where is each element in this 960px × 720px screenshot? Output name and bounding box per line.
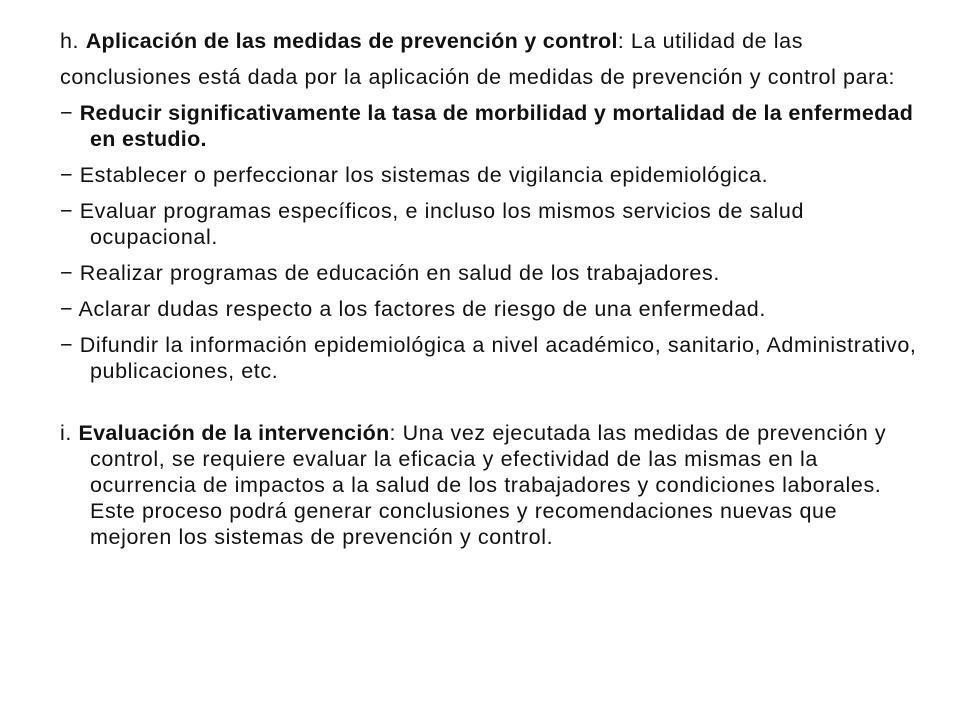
list-item-1-text: Reducir significativamente la tasa de morbilidad y mortalidad de la enfermedad en estudio. xyxy=(79,101,914,151)
section-i-heading: Evaluación de la intervención xyxy=(78,421,390,445)
section-h-intro-rest: : La utilidad de las xyxy=(617,29,804,53)
dash-marker: − xyxy=(60,163,80,187)
list-item-2 xyxy=(60,162,920,188)
section-i-paragraph xyxy=(60,420,920,550)
list-item-3-text: Evaluar programas específicos, e incluso los mismos servicios de salud ocupacional. xyxy=(79,199,805,249)
list-item-1 xyxy=(60,100,920,152)
dash-marker: − xyxy=(60,261,80,285)
dash-marker: − xyxy=(60,199,80,223)
dash-marker: − xyxy=(60,333,80,357)
section-i-body: : Una vez ejecutada las medidas de prevención y control, se requiere evaluar la eficacia y efectividad de las mismas en la ocurrencia de impactos a la salud de los trabajadores y condiciones laborales. Este proceso podrá generar conclusiones y recomendaciones nuevas que mejoren los sistemas de prevención y control. xyxy=(90,421,887,549)
list-item-2-text: Establecer o perfeccionar los sistemas de vigilancia epidemiológica. xyxy=(79,163,769,187)
list-item-6-text: Difundir la información epidemiológica a nivel académico, sanitario, Administrativo, publicaciones, etc. xyxy=(79,333,917,383)
list-item-4-text: Realizar programas de educación en salud de los trabajadores. xyxy=(79,261,720,285)
list-item-3 xyxy=(60,198,920,250)
dash-marker: − xyxy=(60,101,80,125)
section-h-intro xyxy=(60,28,920,54)
section-h-prefix: h. xyxy=(60,29,86,53)
section-i-prefix: i. xyxy=(60,421,79,445)
slide-body xyxy=(60,28,920,560)
list-item-5 xyxy=(60,296,920,322)
list-item-4 xyxy=(60,260,920,286)
list-item-6 xyxy=(60,332,920,384)
list-item-5-text: Aclarar dudas respecto a los factores de riesgo de una enfermedad. xyxy=(78,297,766,321)
dash-marker: − xyxy=(60,297,79,321)
section-h-heading: Aplicación de las medidas de prevención y control xyxy=(85,29,618,53)
section-h-continuation: conclusiones está dada por la aplicación de medidas de prevención y control para: xyxy=(60,65,896,89)
